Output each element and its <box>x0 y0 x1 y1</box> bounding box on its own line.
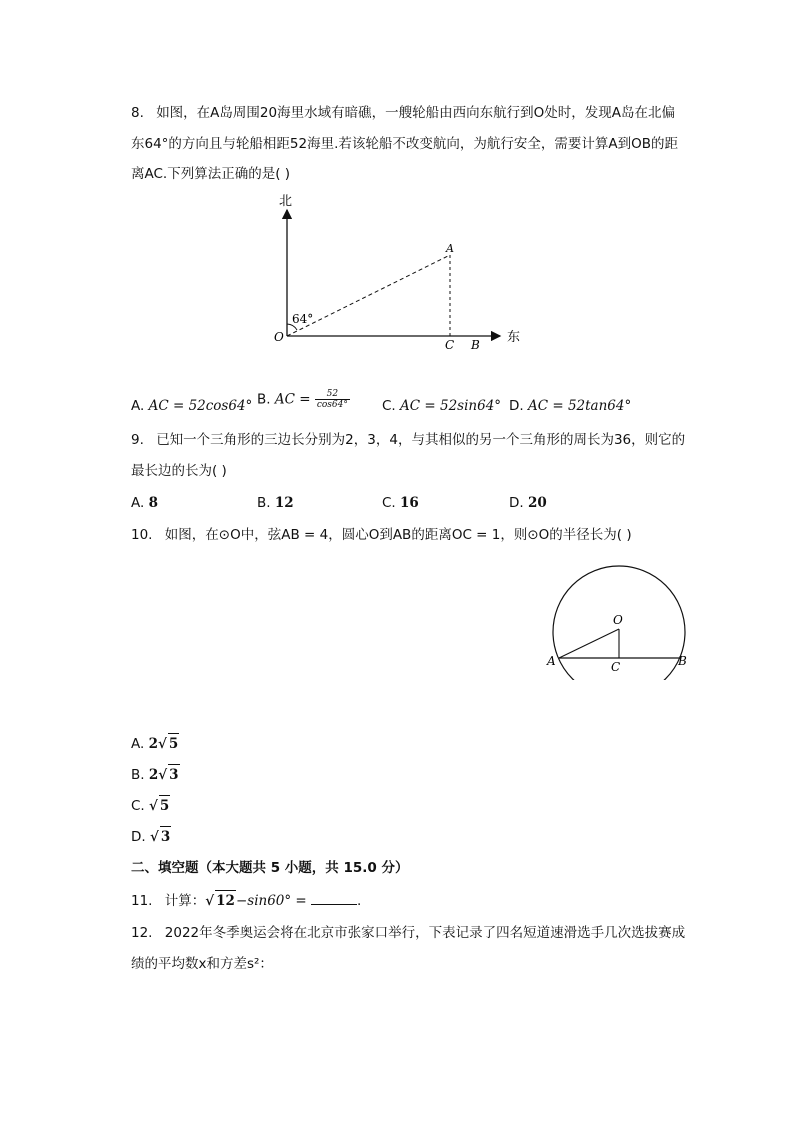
q10-option-d[interactable] <box>131 826 171 847</box>
point-o-label: O <box>274 330 284 344</box>
q11-expression: −sin60° = <box>235 893 307 909</box>
q8-number: 8. <box>131 105 144 121</box>
option-text: 8 <box>148 495 158 511</box>
option-letter: D. <box>509 398 524 414</box>
q8-figure <box>265 190 535 355</box>
option-coefficient: 2 <box>148 736 158 752</box>
option-text: AC = 52sin64° <box>400 398 502 414</box>
option-coefficient: 2 <box>148 767 159 783</box>
option-text: AC = 52cos64° <box>148 398 253 414</box>
point-b-label: B <box>471 338 480 352</box>
sqrt-sign: √ <box>158 736 167 752</box>
point-c-label: C <box>445 338 455 352</box>
q8-option-c[interactable] <box>382 396 501 416</box>
q12-line1 <box>131 923 685 943</box>
q12-number: 12. <box>131 925 153 941</box>
radicand: 3 <box>168 764 179 785</box>
q9-option-d[interactable] <box>509 493 547 513</box>
option-letter: C. <box>131 798 145 814</box>
radicand: 12 <box>215 890 236 911</box>
segment-oa <box>559 629 619 658</box>
q12-line2: 绩的平均数x和方差s²： <box>131 956 273 972</box>
q10-line1 <box>131 525 632 545</box>
q9-line1 <box>131 430 685 450</box>
q8-line3: 离AC.下列算法正确的是( ) <box>131 166 291 182</box>
option-letter: D. <box>509 495 524 511</box>
point-c-label: C <box>611 660 621 674</box>
sqrt-sign: √ <box>149 829 159 845</box>
point-a-label: A <box>547 654 556 668</box>
q8-text-1: 如图，在A岛周围20海里水域有暗礁，一艘轮船由西向东航行到O处时，发现A岛在北偏 <box>156 105 675 121</box>
radicand: 5 <box>159 795 170 816</box>
q8-option-d[interactable] <box>509 396 631 416</box>
option-letter: C. <box>382 398 396 414</box>
q11-end: . <box>357 893 362 909</box>
q9-text-1: 已知一个三角形的三边长分别为2，3，4，与其相似的另一个三角形的周长为36，则它的 <box>156 432 686 448</box>
option-letter: A. <box>131 495 145 511</box>
option-letter: B. <box>257 391 271 408</box>
section-title: 二、填空题（本大题共 5 小题，共 15.0 分） <box>131 860 409 876</box>
option-letter: B. <box>257 495 271 511</box>
answer-blank[interactable] <box>311 890 357 905</box>
q12-text-1: 2022年冬季奥运会将在北京市张家口举行，下表记录了四名短道速滑选手几次选拔赛成 <box>164 925 686 941</box>
radicand: 3 <box>160 826 171 847</box>
q8-option-a[interactable] <box>131 396 252 416</box>
option-letter: A. <box>131 398 145 414</box>
option-letter: A. <box>131 736 145 752</box>
q10-option-a[interactable] <box>131 733 179 754</box>
sqrt-sign: √ <box>205 893 215 909</box>
north-label: 北 <box>279 194 293 209</box>
sqrt-sign: √ <box>158 767 168 783</box>
point-a-label: A <box>446 242 454 255</box>
point-o-label: O <box>613 613 623 627</box>
q9-option-b[interactable] <box>257 493 294 513</box>
q9-option-c[interactable] <box>382 493 419 513</box>
option-text: AC = <box>274 391 311 408</box>
fraction-numerator: 52 <box>315 389 350 400</box>
option-text: 12 <box>274 495 294 511</box>
angle-label: 64° <box>292 312 314 326</box>
q9-option-a[interactable] <box>131 493 158 513</box>
fraction <box>315 389 350 410</box>
q10-number: 10. <box>131 527 153 543</box>
east-label: 东 <box>507 330 521 345</box>
q11-prefix: 计算： <box>164 893 206 909</box>
q9-number: 9. <box>131 432 144 448</box>
option-text: 16 <box>400 495 419 511</box>
option-letter: B. <box>131 767 145 783</box>
point-b-label: B <box>678 654 687 668</box>
q10-option-b[interactable] <box>131 764 180 785</box>
sqrt-sign: √ <box>149 798 158 814</box>
q10-text-1: 如图，在⊙O中，弦AB = 4，圆心O到AB的距离OC = 1，则⊙O的半径长为( ) <box>164 527 632 543</box>
q8-option-b[interactable] <box>257 389 350 410</box>
option-letter: C. <box>382 495 396 511</box>
q9-line2: 最长边的长为( ) <box>131 463 227 479</box>
q8-line1 <box>131 103 675 123</box>
q11-line <box>131 890 361 911</box>
q11-number: 11. <box>131 893 153 909</box>
radicand: 5 <box>168 733 179 754</box>
q8-line2: 东64°的方向且与轮船相距52海里.若该轮船不改变航向，为航行安全，需要计算A到OB的距 <box>131 136 679 152</box>
q10-option-c[interactable] <box>131 795 170 816</box>
option-letter: D. <box>131 829 146 845</box>
option-text: 20 <box>527 495 547 511</box>
option-text: AC = 52tan64° <box>527 398 632 414</box>
q10-figure <box>540 560 700 680</box>
fraction-denominator: cos64° <box>316 400 348 410</box>
